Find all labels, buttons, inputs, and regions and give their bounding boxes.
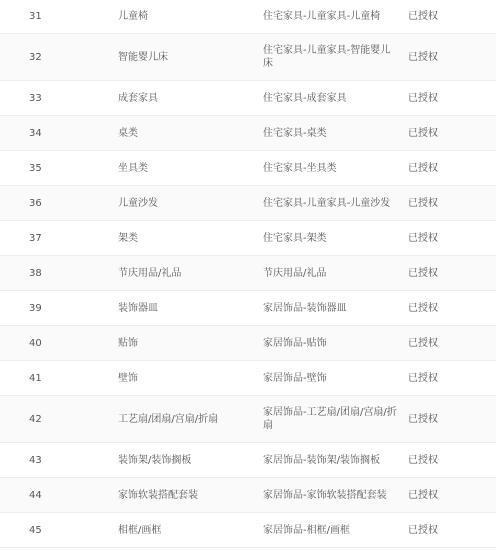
row-number: 38 (29, 267, 42, 279)
status-text: 已授权 (408, 10, 438, 22)
category-path: 家居饰品-工艺扇/团扇/宫扇/折扇 (263, 407, 397, 431)
table-row (0, 81, 496, 116)
category-name: 装饰器皿 (118, 302, 158, 314)
status-text: 已授权 (408, 51, 438, 63)
status-text: 已授权 (408, 524, 438, 536)
status-text: 已授权 (408, 302, 438, 314)
status-text: 已授权 (408, 413, 438, 425)
category-name: 成套家具 (118, 92, 158, 104)
row-number: 43 (29, 454, 42, 466)
category-path: 住宅家具-成套家具 (263, 92, 347, 104)
category-path: 住宅家具-坐具类 (263, 162, 337, 174)
row-number: 45 (29, 524, 42, 536)
table-row (0, 186, 496, 221)
category-name: 贴饰 (118, 337, 138, 349)
table-row (0, 291, 496, 326)
table-row (0, 513, 496, 548)
status-text: 已授权 (408, 232, 438, 244)
table-row (0, 443, 496, 478)
category-name: 桌类 (118, 127, 138, 139)
row-number: 31 (29, 10, 42, 22)
category-path: 住宅家具-儿童家具-智能婴儿床 (263, 45, 391, 69)
category-path: 家居饰品-装饰架/装饰搁板 (263, 454, 380, 466)
category-name: 壁饰 (118, 372, 138, 384)
category-name: 儿童椅 (118, 10, 148, 22)
row-number: 39 (29, 302, 42, 314)
category-path: 住宅家具-桌类 (263, 127, 327, 139)
category-path: 家居饰品-壁饰 (263, 372, 327, 384)
category-name: 儿童沙发 (118, 197, 158, 209)
row-number: 37 (29, 232, 42, 244)
table-row (0, 34, 496, 81)
row-number: 35 (29, 162, 42, 174)
status-text: 已授权 (408, 197, 438, 209)
category-name: 节庆用品/礼品 (118, 267, 182, 279)
category-path: 住宅家具-儿童家具-儿童椅 (263, 10, 381, 22)
status-text: 已授权 (408, 162, 438, 174)
category-path: 家居饰品-装饰器皿 (263, 302, 347, 314)
category-name: 相框/画框 (118, 524, 162, 536)
category-path: 节庆用品/礼品 (263, 267, 327, 279)
category-path: 家居饰品-家饰软装搭配套装 (263, 489, 387, 501)
row-number: 42 (29, 413, 42, 425)
row-number: 34 (29, 127, 42, 139)
row-number: 41 (29, 372, 42, 384)
category-name: 装饰架/装饰搁板 (118, 454, 192, 466)
table-row (0, 0, 496, 34)
category-path: 家居饰品-贴饰 (263, 337, 327, 349)
status-text: 已授权 (408, 372, 438, 384)
table-row (0, 221, 496, 256)
row-number: 32 (29, 51, 42, 63)
row-number: 40 (29, 337, 42, 349)
category-name: 工艺扇/团扇/宫扇/折扇 (118, 413, 219, 425)
table-row (0, 326, 496, 361)
category-path: 家居饰品-相框/画框 (263, 524, 350, 536)
table-row (0, 151, 496, 186)
category-path: 住宅家具-架类 (263, 232, 327, 244)
table-row (0, 361, 496, 396)
row-number: 44 (29, 489, 42, 501)
status-text: 已授权 (408, 489, 438, 501)
category-path: 住宅家具-儿童家具-儿童沙发 (263, 197, 391, 209)
status-text: 已授权 (408, 267, 438, 279)
status-text: 已授权 (408, 337, 438, 349)
status-text: 已授权 (408, 454, 438, 466)
status-text: 已授权 (408, 127, 438, 139)
table-row (0, 116, 496, 151)
row-number: 36 (29, 197, 42, 209)
category-name: 家饰软装搭配套装 (118, 489, 198, 501)
table-row (0, 478, 496, 513)
row-number: 33 (29, 92, 42, 104)
table-row (0, 256, 496, 291)
category-name: 架类 (118, 232, 138, 244)
status-text: 已授权 (408, 92, 438, 104)
table-row (0, 396, 496, 443)
category-name: 智能婴儿床 (118, 51, 168, 63)
category-name: 坐具类 (118, 162, 148, 174)
